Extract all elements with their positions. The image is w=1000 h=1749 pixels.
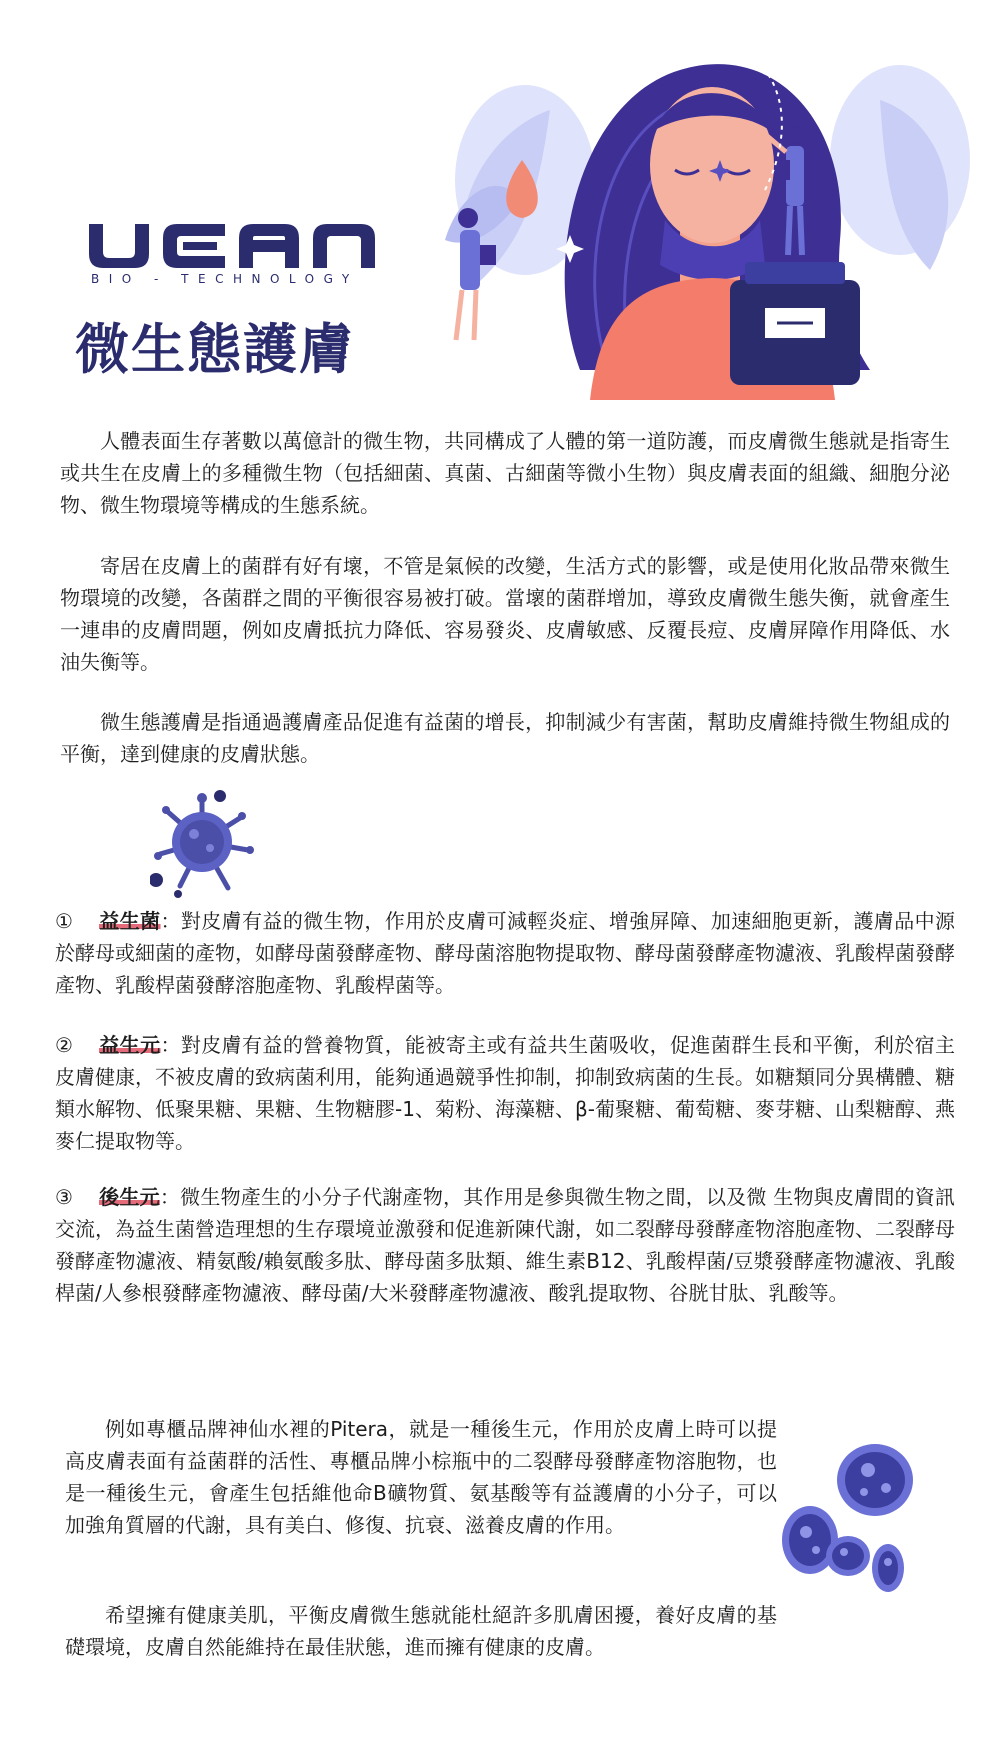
intro-paragraph-1: 人體表面生存著數以萬億計的微生物，共同構成了人體的第一道防護，而皮膚微生態就是指寄生或共生在皮膚上的多種微生物（包括細菌、真菌、古細菌等微小生物）與皮膚表面的組織、細胞分泌物、微生物環境等構成的生態系統。: [60, 429, 950, 517]
item-term: 後生元: [99, 1185, 160, 1209]
bacteria-virus-icon: [150, 790, 260, 900]
item-number: ②: [55, 1033, 73, 1057]
outro-paragraph-2: 希望擁有健康美肌，平衡皮膚微生態就能杜絕許多肌膚困擾，養好皮膚的基礎環境，皮膚自然能維持在最佳狀態，進而擁有健康的皮膚。: [65, 1603, 777, 1659]
woman-skincare-illustration: [430, 40, 970, 400]
prebiotics-item: [55, 1029, 955, 1157]
microbe-cells-icon: [780, 1440, 920, 1595]
item-number: ①: [55, 909, 73, 933]
item-text: ：對皮膚有益的微生物，作用於皮膚可減輕炎症、增強屏障、加速細胞更新，護膚品中源於酵母或細菌的產物，如酵母菌發酵產物、酵母菌溶胞物提取物、酵母菌發酵產物濾液、乳酸桿菌發酵產物、乳酸桿菌發酵溶胞產物、乳酸桿菌等。: [55, 909, 956, 997]
item-number: ③: [55, 1185, 73, 1209]
brand-tagline: BIO - TECHNOLOGY: [91, 272, 359, 286]
item-text: ：對皮膚有益的營養物質，能被寄主或有益共生菌吸收，促進菌群生長和平衡，利於宿主皮膚健康，不被皮膚的致病菌利用，能夠通過競爭性抑制，抑制致病菌的生長。如糖類同分異構體、糖類水解物、低聚果糖、果糖、生物糖膠-1、菊粉、海藻糖、β-葡聚糖、葡萄糖、麥芽糖、山梨糖醇、燕麥仁提取物等。: [55, 1033, 956, 1153]
brand-logo: [85, 222, 385, 286]
probiotics-item: [55, 905, 955, 1001]
intro-paragraph-3: 微生態護膚是指通過護膚產品促進有益菌的增長，抑制減少有害菌，幫助皮膚維持微生物組成的平衡，達到健康的皮膚狀態。: [60, 710, 950, 766]
postbiotics-item: [55, 1181, 955, 1309]
item-term: 益生菌: [99, 909, 161, 933]
page-title: 微生態護膚: [75, 318, 355, 381]
item-text: ：微生物產生的小分子代謝產物，其作用是參與微生物之間，以及微 生物與皮膚間的資訊交流，為益生菌營造理想的生存環境並激發和促進新陳代謝，如二裂酵母發酵產物溶胞產物、二裂酵母發酵產物濾液、精氨酸/賴氨酸多肽、酵母菌多肽類、維生素B12、乳酸桿菌/豆漿發酵產物濾液、乳酸桿菌/人參根發酵產物濾液、酵母菌/大米發酵產物濾液、酸乳提取物、谷胱甘肽、乳酸等。: [55, 1185, 956, 1305]
outro-paragraph-1: 例如專櫃品牌神仙水裡的Pitera，就是一種後生元，作用於皮膚上時可以提高皮膚表面有益菌群的活性、專櫃品牌小棕瓶中的二裂酵母發酵產物溶胞物，也是一種後生元，會產生包括維他命B礦物質、氨基酸等有益護膚的小分子，可以加強角質層的代謝，具有美白、修復、抗衰、滋養皮膚的作用。: [65, 1417, 777, 1537]
item-term: 益生元: [99, 1033, 161, 1057]
intro-paragraph-2: 寄居在皮膚上的菌群有好有壞，不管是氣候的改變，生活方式的影響，或是使用化妝品帶來微生物環境的改變，各菌群之間的平衡很容易被打破。當壞的菌群增加，導致皮膚微生態失衡，就會產生一連串的皮膚問題，例如皮膚抵抗力降低、容易發炎、皮膚敏感、反覆長痘、皮膚屏障作用降低、水油失衡等。: [60, 554, 950, 674]
ucan-logo-icon: [85, 222, 385, 268]
